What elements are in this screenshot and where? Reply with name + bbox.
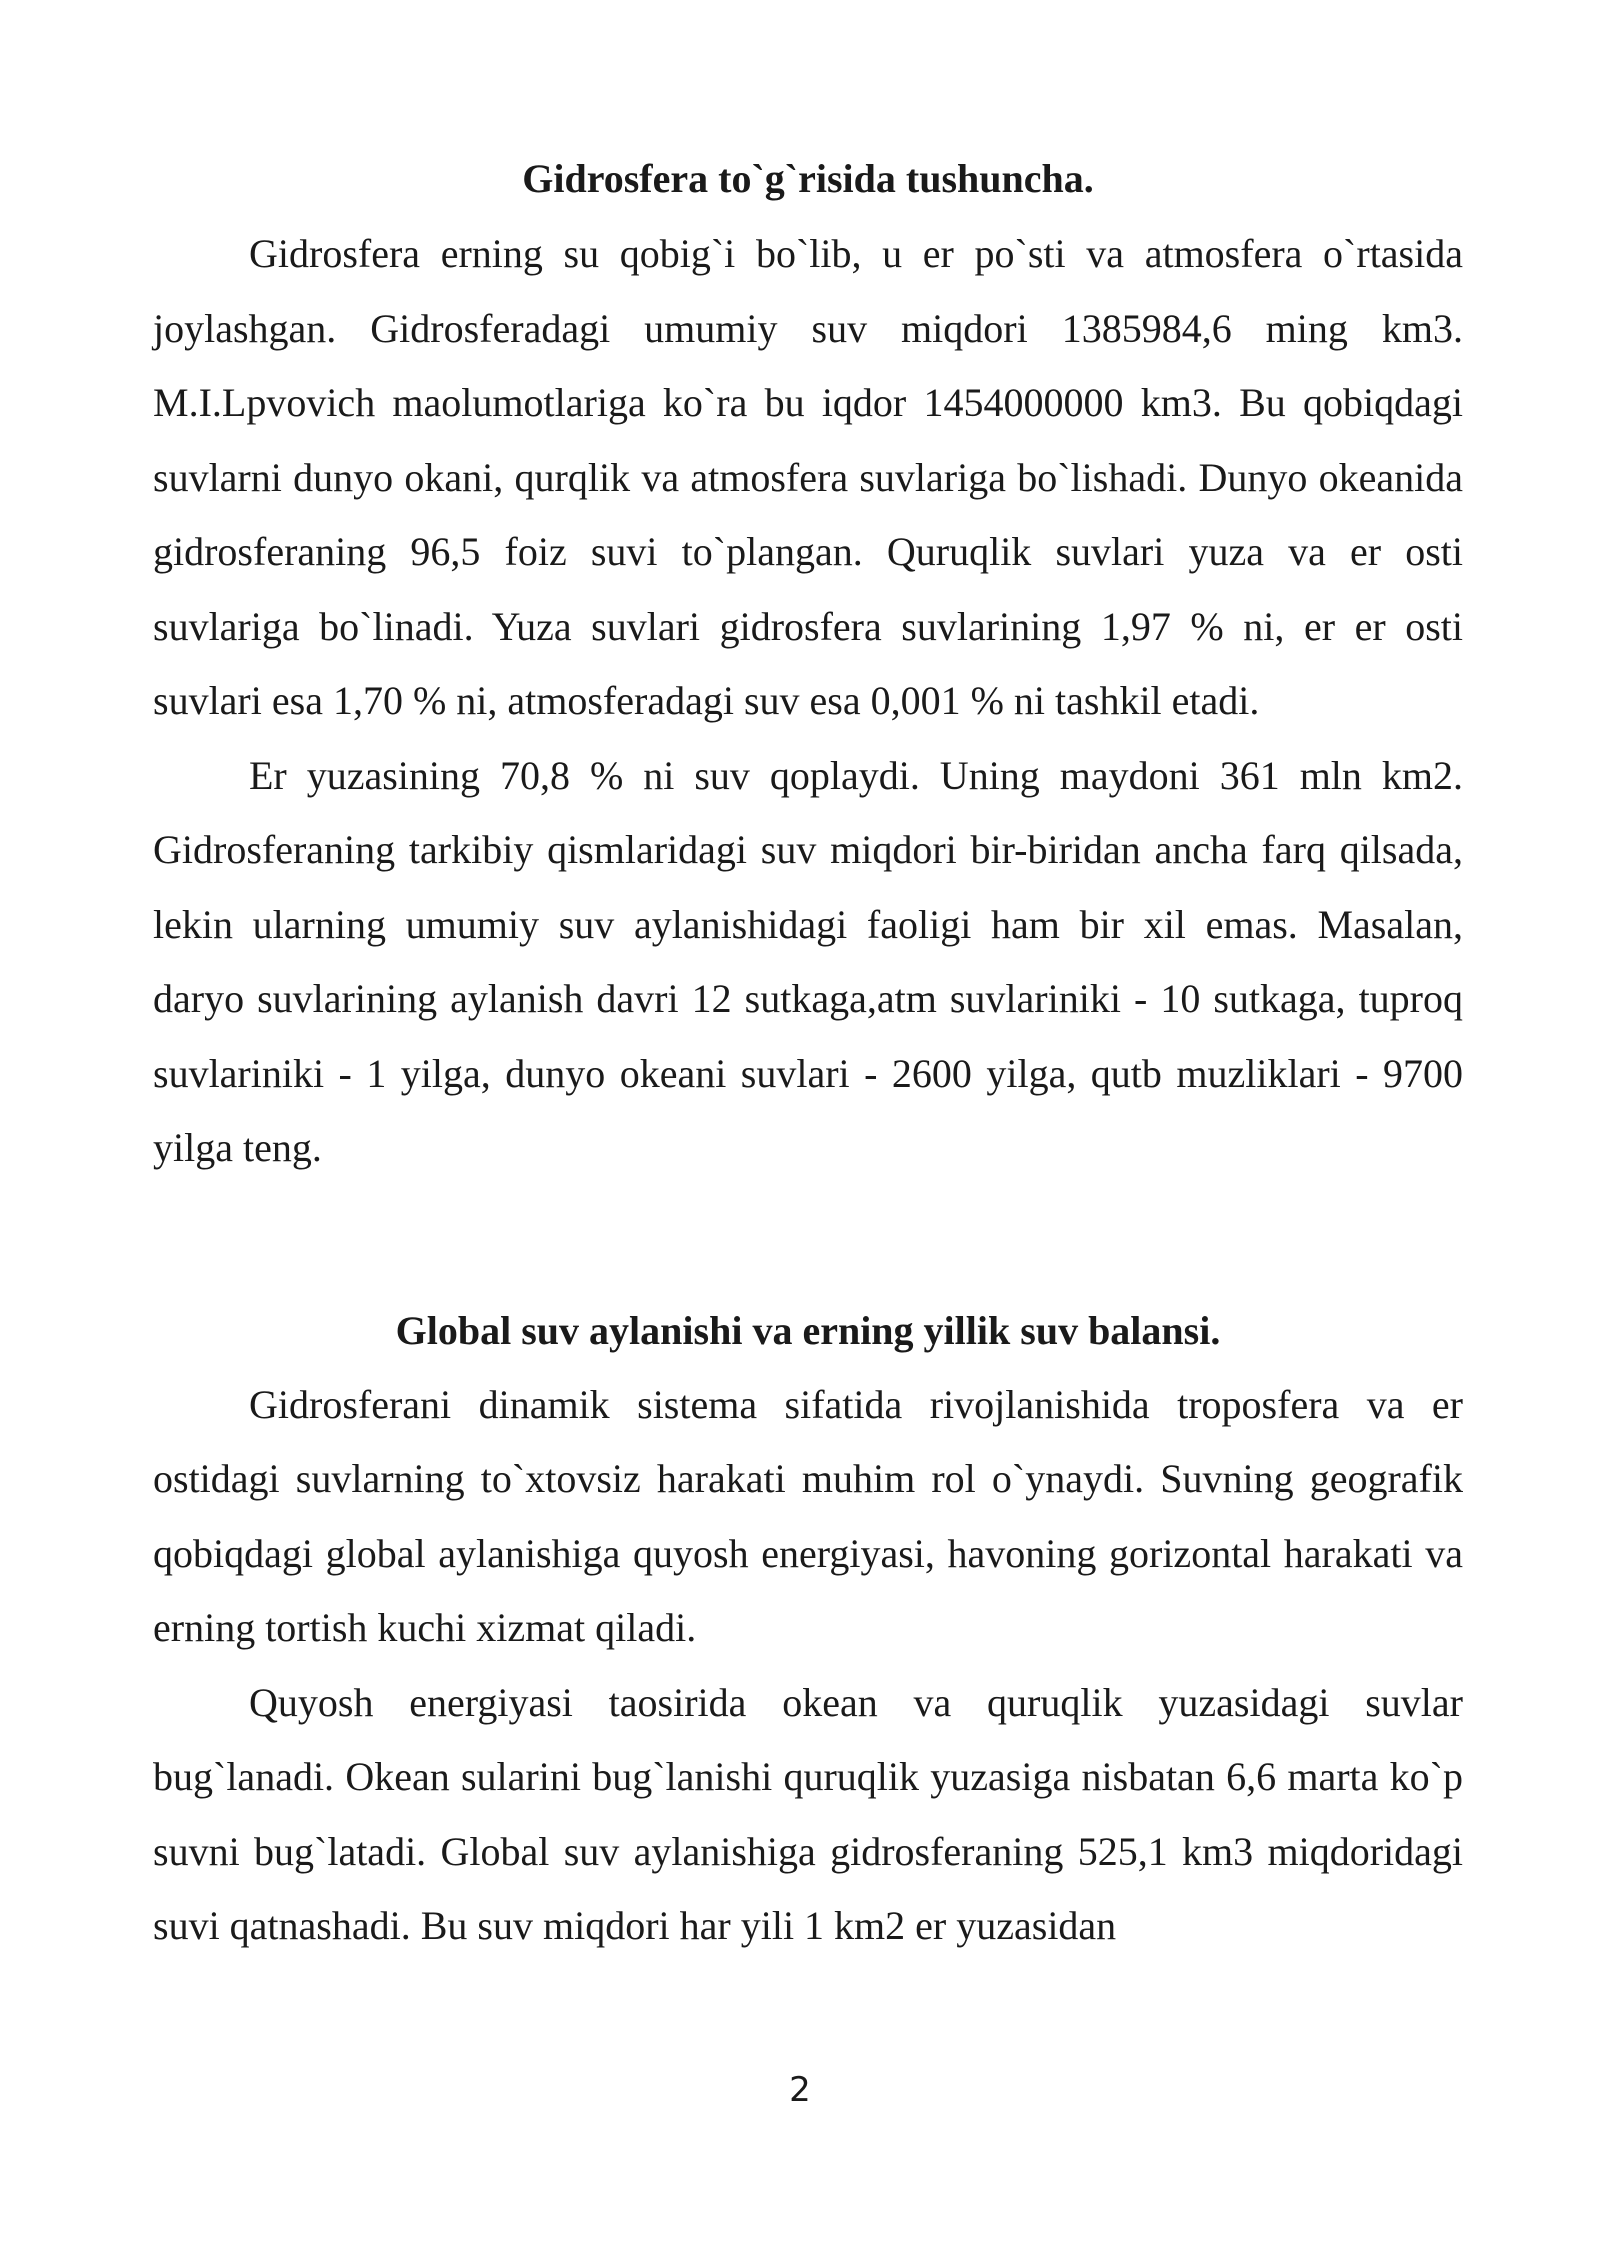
section-2-heading: Global suv aylanishi va erning yillik suv balansi. [395, 1307, 1221, 1353]
section-1-paragraph-2: Er yuzasining 70,8 % ni suv qoplaydi. Uning maydoni 361 mln km2. Gidrosferaning tarkibiy qismlaridagi suv miqdori bir-biridan ancha farq qilsada, lekin ularning umumiy suv aylanishidagi faoligi ham bir xil emas. Masalan, daryo suvlarining aylanish davri 12 sutkaga,atm suvlariniki - 10 sutkaga, tuproq suvlariniki - 1 yilga, dunyo okeani suvlari - 2600 yilga, qutb muzliklari - 9700 yilga teng. [153, 752, 1463, 1170]
section-2-paragraph-2: Quyosh energiyasi taosirida okean va quruqlik yuzasidagi suvlar bug`lanadi. Okean sularini bug`lanishi quruqlik yuzasiga nisbatan 6,6 marta ko`p suvni bug`latadi. Global suv aylanishiga gidrosferaning 525,1 km3 miqdoridagi suvi qatnashadi. Bu suv miqdori har yili 1 km2 er yuzasidan [153, 1679, 1463, 1948]
section-1-paragraph-1: Gidrosfera erning su qobig`i bo`lib, u er po`sti va atmosfera o`rtasida joylashgan. Gidrosferadagi umumiy suv miqdori 1385984,6 ming km3. M.I.Lpvovich maolumotlariga ko`ra bu iqdor 1454000000 km3. Bu qobiqdagi suvlarni dunyo okani, qurqlik va atmosfera suvlariga bo`lishadi. Dunyo okeanida gidrosferaning 96,5 foiz suvi to`plangan. Quruqlik suvlari yuza va er osti suvlariga bo`linadi. Yuza suvlari gidrosfera suvlarining 1,97 % ni, er er osti suvlari esa 1,70 % ni, atmosferadagi suv esa 0,001 % ni tashkil etadi. [153, 231, 1463, 723]
page-number: 2 [789, 2070, 811, 2110]
section-1-heading: Gidrosfera to`g`risida tushuncha. [522, 156, 1094, 201]
document-page [153, 150, 1463, 1964]
section-2-paragraph-1: Gidrosferani dinamik sistema sifatida rivojlanishida troposfera va er ostidagi suvlarning to`xtovsiz harakati muhim rol o`ynaydi. Suvning geografik qobiqdagi global aylanishiga quyosh energiyasi, havoning gorizontal harakati va erning tortish kuchi xizmat qiladi. [153, 1381, 1463, 1650]
